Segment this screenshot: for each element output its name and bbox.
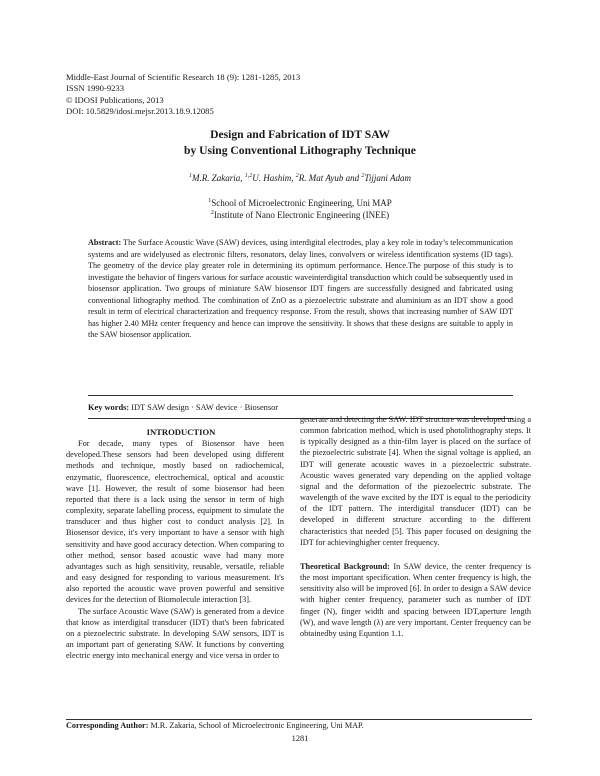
abstract-label: Abstract: [88, 238, 122, 247]
copyright: © IDOSI Publications, 2013 [66, 94, 164, 105]
author-list [0, 173, 600, 183]
introduction-heading: INTRODUCTION [146, 427, 216, 437]
affiliation-sup: 2 [210, 210, 214, 217]
affiliations [0, 197, 600, 222]
intro-paragraph-1: For decade, many types of Biosensor have been developed.These sensors had been developed using different methods and technique, mostly based on radiochemical, enzymatic, fluorescence, electrochemical, optical and acoustic wave [1]. However, the result of some biosensor had been reported that there is a lack using the sensor in term of high complexity, separate labelling process, equipment to simulate the transducer and thus higher cost to conduct analysis [2]. In Biosensor device, it's very important to have a sensor with high sensitivity and have good accuracy detection. When comparing to other method, sensor based acoustic wave had many more advantages such as high sensitivity, reusable, versatile, reliable and easy designed for responding to various measurement. It's also reported the acoustic wave proven powerful and sensitive devices for the detection of Biomolecule interaction [3]. [66, 439, 284, 605]
paper-title [0, 127, 600, 158]
affiliation-1 [0, 197, 600, 209]
author-name: U. Hashim, [252, 173, 296, 183]
right-column [300, 414, 531, 639]
corresponding-text: M.R. Zakaria, School of Microelectronic Engineering, Uni MAP. [150, 721, 364, 730]
keywords-label: Key words: [88, 403, 130, 412]
journal-citation: Middle-East Journal of Scientific Research 18 (9): 1281-1285, 2013 [66, 72, 301, 82]
doi: DOI: 10.5829/idosi.mejsr.2013.18.9.12085 [66, 105, 214, 116]
author-sup: 1,2 [244, 173, 253, 179]
affiliation-2 [0, 209, 600, 221]
author-sup: 1 [189, 173, 193, 179]
author-name: Tijjani Adam [364, 173, 411, 183]
keywords-text: IDT SAW design · SAW device · Biosensor [131, 403, 279, 412]
keywords [88, 403, 513, 412]
issn: ISSN 1990-9233 [66, 83, 125, 94]
theoretical-text: In SAW device, the center frequency is the most important specification. When center frequency is high, the sensitivity also will be improved [6]. In order to design a SAW device with higher center frequency, parameter such as number of IDT finger (N), finger width and spacing between IDT,aperture length (W), and wave length (λ) are very important. Center frequency can be obtainedby using Equntion 1.1. [300, 561, 532, 638]
corresponding-author [66, 721, 364, 730]
corresponding-label: Corresponding Author: [66, 721, 149, 730]
left-column [66, 427, 284, 661]
theoretical-background [300, 561, 531, 639]
intro-paragraph-3: generate and detecting the SAW. IDT structure was developed using a common fabrication method, which is used photolithography steps. It is typically designed as a thin-film layer is placed on the surface of the piezoelectric substrate [4]. When the signal voltage is applied, an IDT will generate acoustic waves in a piezoelectric substrate. Acoustic waves generated vary depending on the applied voltage signal and the deformation of the piezoelectric substrate. The wavelength of the wave excited by the IDT is equal to the periodicity of the IDT pattern. The interdigital transducer (IDT) can be developed in different structure according to the different characteristics that needed [5]. This paper focused on designing the IDT for achievinghigher center frequency. [300, 415, 531, 547]
abstract-divider [88, 395, 513, 396]
theoretical-heading: Theoretical Background: [300, 561, 390, 571]
affiliation-sup: 1 [208, 198, 212, 204]
author-name: R. Mat Ayub and [298, 173, 362, 183]
abstract [88, 237, 513, 341]
journal-header [66, 72, 300, 117]
author-sup: 2 [295, 173, 299, 179]
affiliation-text: Institute of Nano Electronic Engineering (INEE) [213, 210, 390, 221]
author-name: M.R. Zakaria, [192, 173, 245, 183]
title-line-1: Design and Fabrication of IDT SAW [210, 128, 390, 141]
affiliation-text: School of Microelectronic Engineering, Uni MAP [211, 198, 392, 208]
footer-divider [66, 719, 532, 720]
title-line-2: by Using Conventional Lithography Technique [184, 143, 416, 157]
page-number: 1281 [291, 734, 309, 743]
intro-paragraph-2: The surface Acoustic Wave (SAW) is generated from a device that know as interdigital transducer (IDT) that's been fabricated on a piezoelectric substrate. In developing SAW sensors, IDT is an important part of generating SAW. It functions by converting electric energy into mechanical energy and vice versa in order to [66, 606, 284, 661]
author-sup: 2 [361, 173, 365, 179]
abstract-text: The Surface Acoustic Wave (SAW) devices, using interdigital electrodes, play a key role in today’s telecommunication systems and are widelyused as electronic filters, resonators, delay lines, convolvers or wireless identification systems (ID tags). The geometry of the device play greater role in determining its optimum performance. Hence.The purpose of this study is to investigate the behavior of fingers various for surface acoustic waveinterdigital transduction which could be subsequently used in biosensor application. Two groups of miniature SAW biosensor IDT fingers are successfully designed and fabricated using conventional lithography method. The combination of ZnO as a piezoelectric substrate and aluminium as an IDT show a good result in term of electrical characterization and frequency response. From the result, shows that increasing number of SAW IDT has higher 2.40 MHz center frequency and hence can improve the sensitivity. It shows that these designs are suitable to apply in the SAW biosensor application. [88, 238, 513, 339]
